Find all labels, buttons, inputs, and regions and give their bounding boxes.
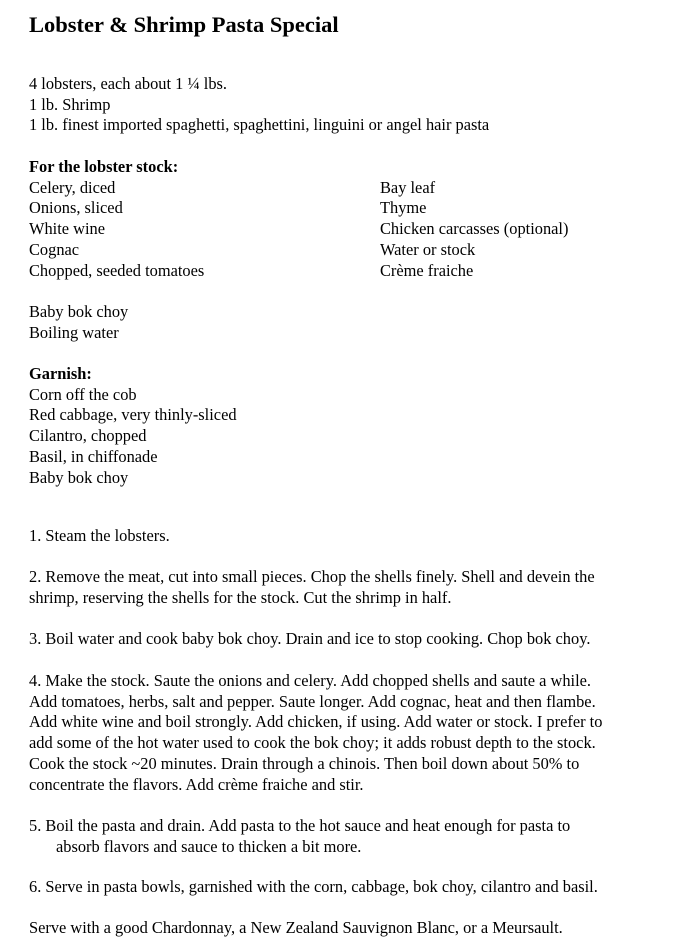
- garnish-item: Red cabbage, very thinly-sliced: [29, 405, 237, 425]
- step-2: [29, 567, 679, 608]
- step-line: Add white wine and boil strongly. Add chicken, if using. Add water or stock. I prefer to: [29, 712, 603, 732]
- ingredient-line: 4 lobsters, each about 1 ¼ lbs.: [29, 74, 228, 93]
- page-title: Lobster & Shrimp Pasta Special: [29, 12, 339, 37]
- serve-note: [29, 918, 679, 939]
- stock-heading-block: [29, 157, 178, 178]
- step-line: absorb flavors and sauce to thicken a bit more.: [56, 836, 362, 856]
- ingredient-line: 1 lb. finest imported spaghetti, spaghettini, linguini or angel hair pasta: [29, 115, 490, 135]
- stock-item: Celery, diced: [29, 177, 116, 197]
- garnish-heading: Garnish:: [29, 364, 92, 383]
- step-6: [29, 877, 679, 898]
- step-line: add some of the hot water used to cook the bok choy; it adds robust depth to the stock.: [29, 733, 596, 753]
- serve-note-line: Serve with a good Chardonnay, a New Zealand Sauvignon Blanc, or a Meursault.: [29, 918, 563, 937]
- ingredient-line: 1 lb. Shrimp: [29, 94, 111, 114]
- garnish-item: Corn off the cob: [29, 384, 137, 404]
- stock-item: White wine: [29, 219, 106, 239]
- step-4: [29, 671, 679, 795]
- step-line: 1. Steam the lobsters.: [29, 526, 170, 545]
- step-line: 4. Make the stock. Saute the onions and celery. Add chopped shells and saute a while.: [29, 671, 591, 690]
- step-5: [29, 816, 679, 857]
- stock-item: Chicken carcasses (optional): [380, 219, 569, 239]
- stock-item: Onions, sliced: [29, 198, 123, 218]
- step-line: concentrate the flavors. Add crème fraiche and stir.: [29, 774, 364, 794]
- step-1: [29, 526, 679, 547]
- garnish-item: Baby bok choy: [29, 467, 129, 487]
- ingredient-line: Boiling water: [29, 322, 119, 342]
- bokchoy-ingredients: [29, 302, 128, 343]
- stock-heading: For the lobster stock:: [29, 157, 179, 176]
- stock-left-column: [29, 178, 204, 282]
- stock-item: Water or stock: [380, 239, 476, 259]
- step-line: Add tomatoes, herbs, salt and pepper. Saute longer. Add cognac, heat and then flambe.: [29, 691, 596, 711]
- garnish-item: Cilantro, chopped: [29, 426, 147, 446]
- step-line: 3. Boil water and cook baby bok choy. Drain and ice to stop cooking. Chop bok choy.: [29, 629, 591, 648]
- garnish-item: Basil, in chiffonade: [29, 446, 158, 466]
- step-line: shrimp, reserving the shells for the stock. Cut the shrimp in half.: [29, 587, 452, 607]
- ingredient-line: Baby bok choy: [29, 302, 129, 321]
- stock-item: Chopped, seeded tomatoes: [29, 260, 205, 280]
- stock-item: Thyme: [380, 198, 427, 218]
- step-line: 6. Serve in pasta bowls, garnished with the corn, cabbage, bok choy, cilantro and basil.: [29, 877, 598, 896]
- stock-item: Bay leaf: [380, 177, 436, 197]
- step-3: [29, 629, 679, 650]
- stock-right-column: [380, 178, 568, 282]
- step-line: 2. Remove the meat, cut into small pieces. Chop the shells finely. Shell and devein the: [29, 567, 595, 586]
- main-ingredients: [29, 74, 489, 136]
- stock-item: Crème fraiche: [380, 260, 474, 280]
- step-line: 5. Boil the pasta and drain. Add pasta to the hot sauce and heat enough for pasta to: [29, 816, 571, 835]
- garnish-section: [29, 364, 237, 488]
- step-line: Cook the stock ~20 minutes. Drain through a chinois. Then boil down about 50% to: [29, 753, 580, 773]
- stock-item: Cognac: [29, 239, 80, 259]
